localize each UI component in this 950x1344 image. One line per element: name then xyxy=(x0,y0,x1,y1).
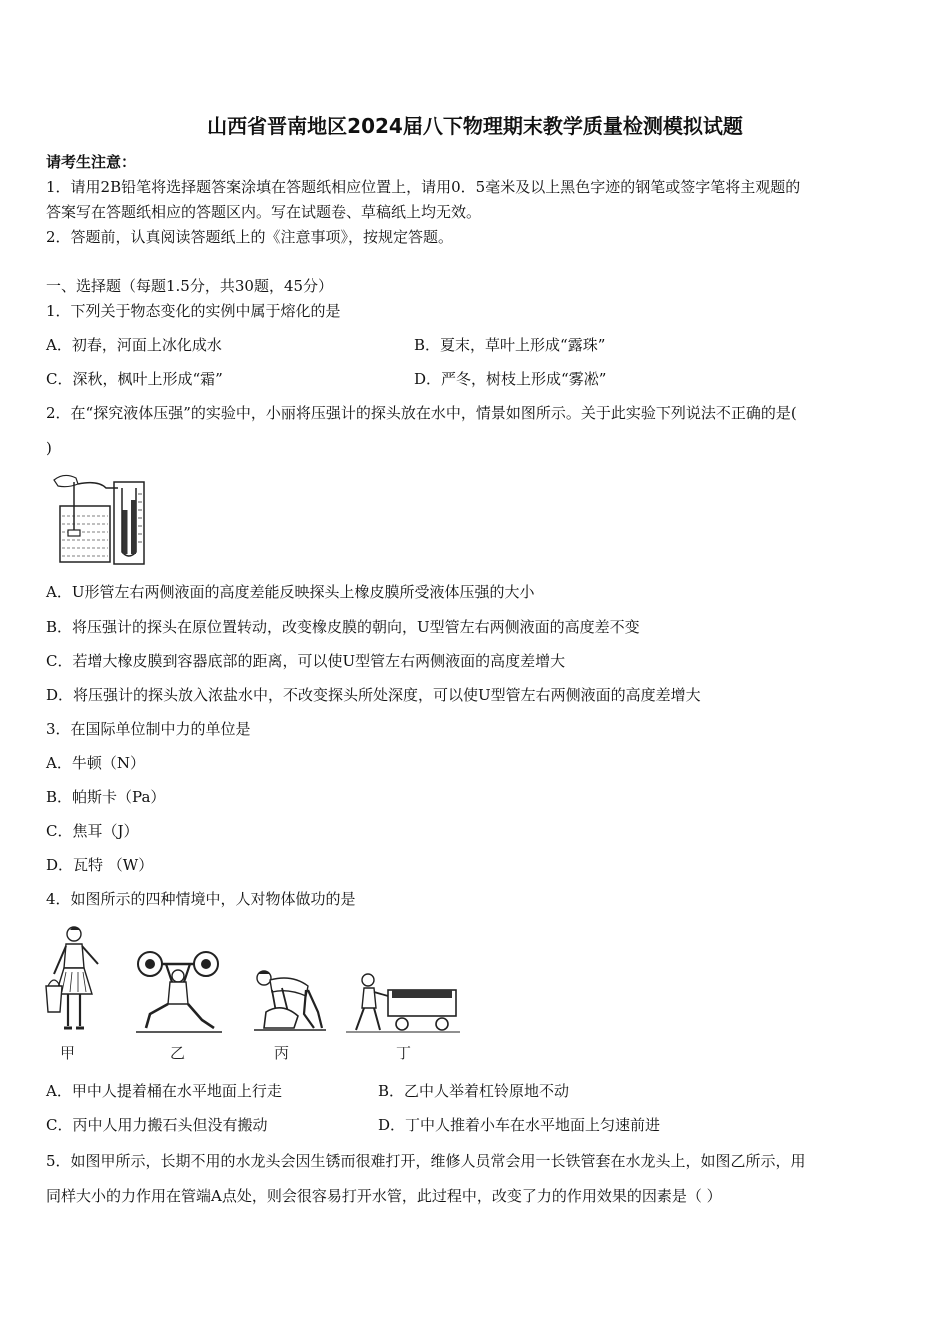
q1-option-c: C．深秋，枫叶上形成“霜” xyxy=(46,370,223,388)
q2-option-b: B．将压强计的探头在原位置转动，改变橡皮膜的朝向，U型管左右两侧液面的高度差不变 xyxy=(46,618,640,636)
q4-option-b: B．乙中人举着杠铃原地不动 xyxy=(378,1082,570,1100)
notice-item-2: 2．答题前，认真阅读答题纸上的《注意事项》，按规定答题。 xyxy=(46,228,454,246)
q3-option-b: B．帕斯卡（Pa） xyxy=(46,788,166,806)
figure-bing-stone-person xyxy=(248,966,328,1036)
q1-option-a: A．初春，河面上冰化成水 xyxy=(46,336,222,354)
figure-ding-cart-person xyxy=(346,972,462,1036)
q3-stem: 3．在国际单位制中力的单位是 xyxy=(46,720,251,738)
q1-stem: 1．下列关于物态变化的实例中属于熔化的是 xyxy=(46,302,341,320)
q2-stem-line-1: 2．在“探究液体压强”的实验中，小丽将压强计的探头放在水中，情景如图所示。关于此实验下列说法不正确的是( xyxy=(46,404,797,422)
figure-yi-weightlifter xyxy=(136,948,226,1036)
q3-option-a: A．牛顿（N） xyxy=(46,754,145,772)
q4-option-d: D．丁中人推着小车在水平地面上匀速前进 xyxy=(378,1116,661,1134)
q3-option-d: D．瓦特 （W） xyxy=(46,856,154,874)
notice-item-1-line-2: 答案写在答题纸相应的答题区内。写在试题卷、草稿纸上均无效。 xyxy=(46,203,482,221)
caption-bing: 丙 xyxy=(274,1044,290,1062)
section-heading: 一、选择题（每题1.5分，共30题，45分） xyxy=(46,277,334,295)
q1-option-b: B．夏末，草叶上形成“露珠” xyxy=(414,336,606,354)
q2-option-d: D．将压强计的探头放入浓盐水中，不改变探头所处深度，可以使U型管左右两侧液面的高度差增大 xyxy=(46,686,701,704)
q2-stem-line-2: ) xyxy=(46,439,52,457)
q4-option-a: A．甲中人提着桶在水平地面上行走 xyxy=(46,1082,282,1100)
q5-stem-line-2: 同样大小的力作用在管端A点处，则会很容易打开水管，此过程中，改变了力的作用效果的因素是（ ） xyxy=(46,1187,722,1205)
q5-stem-line-1: 5．如图甲所示，长期不用的水龙头会因生锈而很难打开，维修人员常会用一长铁管套在水龙头上，如图乙所示，用 xyxy=(46,1152,806,1170)
q2-option-c: C．若增大橡皮膜到容器底部的距离，可以使U型管左右两侧液面的高度差增大 xyxy=(46,652,566,670)
notice-heading: 请考生注意： xyxy=(46,153,137,171)
pressure-gauge-figure xyxy=(48,470,152,568)
caption-yi: 乙 xyxy=(170,1044,186,1062)
caption-jia: 甲 xyxy=(60,1044,76,1062)
q2-option-a: A．U形管左右两侧液面的高度差能反映探头上橡皮膜所受液体压强的大小 xyxy=(46,583,535,601)
page-title: 山西省晋南地区2024届八下物理期末教学质量检测模拟试题 xyxy=(207,114,743,138)
q3-option-c: C．焦耳（J） xyxy=(46,822,139,840)
q1-option-d: D．严冬，树枝上形成“雾凇” xyxy=(414,370,607,388)
notice-item-1-line-1: 1．请用2B铅笔将选择题答案涂填在答题纸相应位置上，请用0．5毫米及以上黑色字迹的钢笔或签字笔将主观题的 xyxy=(46,178,801,196)
q4-option-c: C．丙中人用力搬石头但没有搬动 xyxy=(46,1116,268,1134)
q4-stem: 4．如图所示的四种情境中，人对物体做功的是 xyxy=(46,890,356,908)
figure-jia-bucket-person xyxy=(42,924,112,1036)
caption-ding: 丁 xyxy=(396,1044,412,1062)
